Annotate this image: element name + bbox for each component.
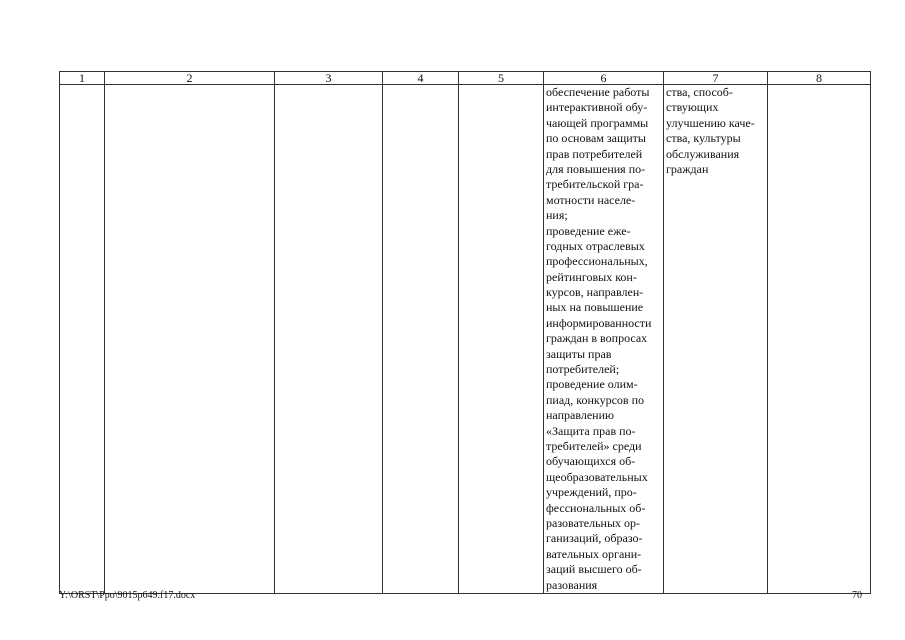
text-line: интерактивной обу- [546,100,648,115]
page-number: 70 [852,590,862,601]
cell-col-2 [105,85,275,594]
text-line: курсов, направлен- [546,285,644,300]
text-line: щеобразовательных [546,469,648,484]
cell-col-8 [768,85,871,594]
text-line: мотности населе- [546,192,636,207]
text-line: годных отраслевых [546,238,645,253]
text-line: заций высшего об- [546,562,642,577]
cell-col-6 [544,85,664,594]
text-line: учреждений, про- [546,485,637,500]
text-line: ганизаций, образо- [546,531,643,546]
text-line: профессиональных, [546,254,648,269]
text-line: ствующих [666,100,719,115]
text-line: проведение еже- [546,223,631,238]
col-header-4: 4 [383,72,459,85]
text-line: чающей программы [546,115,649,130]
text-line: разовательных ор- [546,515,641,530]
cell-col-4 [383,85,459,594]
text-line: «Защита прав по- [546,423,636,438]
col-header-5: 5 [459,72,544,85]
header-row [60,72,871,85]
text-line: для повышения по- [546,161,646,176]
text-line: ных на повышение [546,300,644,315]
cell-col-1 [60,85,105,594]
text-line: рейтинговых кон- [546,269,637,284]
text-line: ства, способ- [666,85,733,99]
main-table [59,71,871,594]
col7-text [664,85,767,177]
table-row [60,85,871,594]
text-line: по основам защиты [546,131,646,146]
col-header-6: 6 [544,72,664,85]
text-line: ства, культуры [666,131,741,146]
cell-col-3 [275,85,383,594]
text-line: вательных органи- [546,546,642,561]
text-line: улучшению каче- [666,115,755,130]
text-line: разования [546,577,598,592]
cell-col-5 [459,85,544,594]
text-line: обеспечение работы [546,85,650,99]
col-header-2: 2 [105,72,275,85]
col-header-3: 3 [275,72,383,85]
text-line: пиад, конкурсов по [546,392,644,407]
text-line: граждан в вопросах [546,331,648,346]
footer-file-path: Y:\ORST\Ppo\9015p649.f17.docx [59,590,196,601]
col-header-8: 8 [768,72,871,85]
text-line: информированности [546,315,652,330]
text-line: обслуживания [666,146,740,161]
text-line: граждан [666,161,709,176]
text-line: защиты прав [546,346,612,361]
cell-col-7 [664,85,768,594]
text-line: проведение олим- [546,377,638,392]
text-line: направлению [546,408,614,423]
text-line: прав потребителей [546,146,643,161]
col6-text [544,85,663,593]
text-line: требительской гра- [546,177,644,192]
text-line: потребителей; [546,362,620,377]
text-line: фессиональных об- [546,500,646,515]
col-header-1: 1 [60,72,105,85]
text-line: требителей» среди [546,438,642,453]
col-header-7: 7 [664,72,768,85]
text-line: ния; [546,208,568,223]
text-line: обучающихся об- [546,454,636,469]
